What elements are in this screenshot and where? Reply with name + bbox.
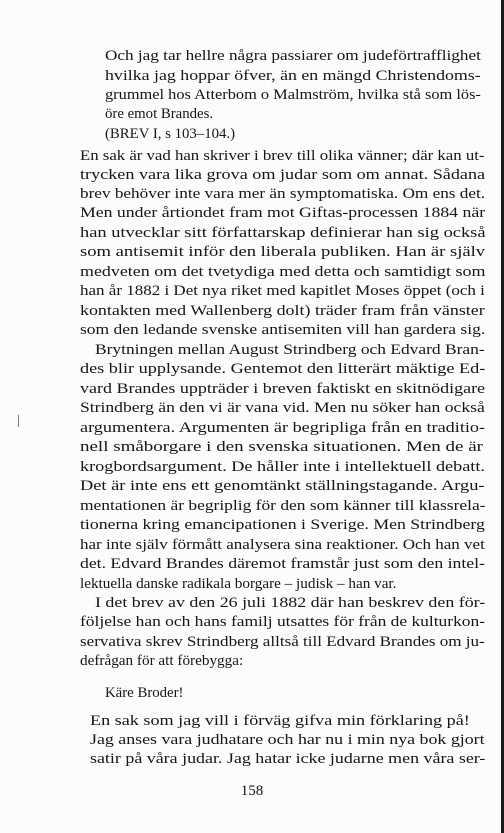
quote-line: Och jag tar hellre några passiarer om judeförtrafflighet <box>105 47 481 64</box>
body-line: argumentera. Argumenten är begripliga från en traditio- <box>80 418 486 436</box>
page-number: 158 <box>240 783 264 799</box>
body-line: följelse han och hans familj utsattes för från de kulturkon- <box>80 613 486 631</box>
body-line: I det brev av den 26 juli 1882 där han beskrev den för- <box>95 593 486 611</box>
body-line: En sak är vad han skriver i brev till olika vänner; där kan ut- <box>80 146 485 164</box>
body-line: Det är inte ens ett genomtänkt ställningstagande. Argu- <box>80 476 485 494</box>
body-line: nell småborgare i den svenska situationen. Men de är <box>80 437 483 455</box>
body-line: tionerna kring emancipationen i Sverige. Men Strindberg <box>80 515 485 533</box>
body-line: des blir upplysande. Gentemot den litterärt mäktige Ed- <box>80 360 486 378</box>
body-line: han år 1882 i Det nya riket med kapitlet Moses öppet (och i <box>80 282 485 300</box>
body-line: krogbordsargument. De håller inte i intellektuell debatt. <box>80 457 485 475</box>
body-line: kontakten med Wallenberg dolt) träder fram från vänster <box>80 302 485 320</box>
body-line: medveten om det tvetydiga med detta och samtidigt som <box>80 263 486 281</box>
quote-line: satir på våra judar. Jag hatar icke judarne men våra ser- <box>90 751 486 768</box>
body-line: som den ledande svenske antisemiten vill han gardera sig. <box>80 321 486 339</box>
quote-citation: (BREV I, s 103–104.) <box>105 125 236 142</box>
body-line: brev behöver inte vara mer än symptomatiska. Om ens det. <box>80 185 486 203</box>
body-line: mentationen är begriplig för den som känner till klassrela- <box>80 496 486 514</box>
body-line: trycken vara lika grova om judar som om annat. Sådana <box>80 165 486 183</box>
quote-line: Jag anses vara judhatare och har nu i min nya bok gjort <box>90 732 485 749</box>
letter-salutation: Käre Broder! <box>105 684 184 701</box>
quote-line: öre emot Brandes. <box>105 105 214 122</box>
body-line: defrågan för att förebygga: <box>80 652 244 670</box>
body-line: servativa skrev Strindberg alltså till Edvard Brandes om ju- <box>80 632 485 650</box>
body-line: han utvecklar sitt författarskap definierar han sig också <box>80 224 486 242</box>
body-line: Men under årtiondet fram mot Giftas-processen 1884 när <box>80 204 486 222</box>
margin-pencil-mark <box>18 415 19 427</box>
body-line: det. Edvard Brandes däremot framstår just som den intel- <box>80 554 485 572</box>
body-line: Brytningen mellan August Strindberg och Edvard Bran- <box>95 341 485 359</box>
body-line: som antisemit inför den liberala publiken. Han är själv <box>80 243 486 261</box>
quote-line: En sak som jag vill i förväg gifva min förklaring på! <box>90 713 470 730</box>
body-line: vard Brandes uppträder i breven faktiskt en skitnödigare <box>80 380 486 397</box>
body-line: lektuella danske radikala borgare – judisk – han var. <box>80 574 397 592</box>
body-line: har inte själv förmått analysera sina reaktioner. Och han vet <box>80 535 485 553</box>
quote-line: hvilka jag hoppar öfver, än en mängd Christendoms- <box>105 67 481 84</box>
body-line: Strindberg än den vi är vana vid. Men nu söker han också <box>80 399 485 416</box>
quote-line: grummel hos Atterbom o Malmström, hvilka stå som lös- <box>105 86 481 103</box>
